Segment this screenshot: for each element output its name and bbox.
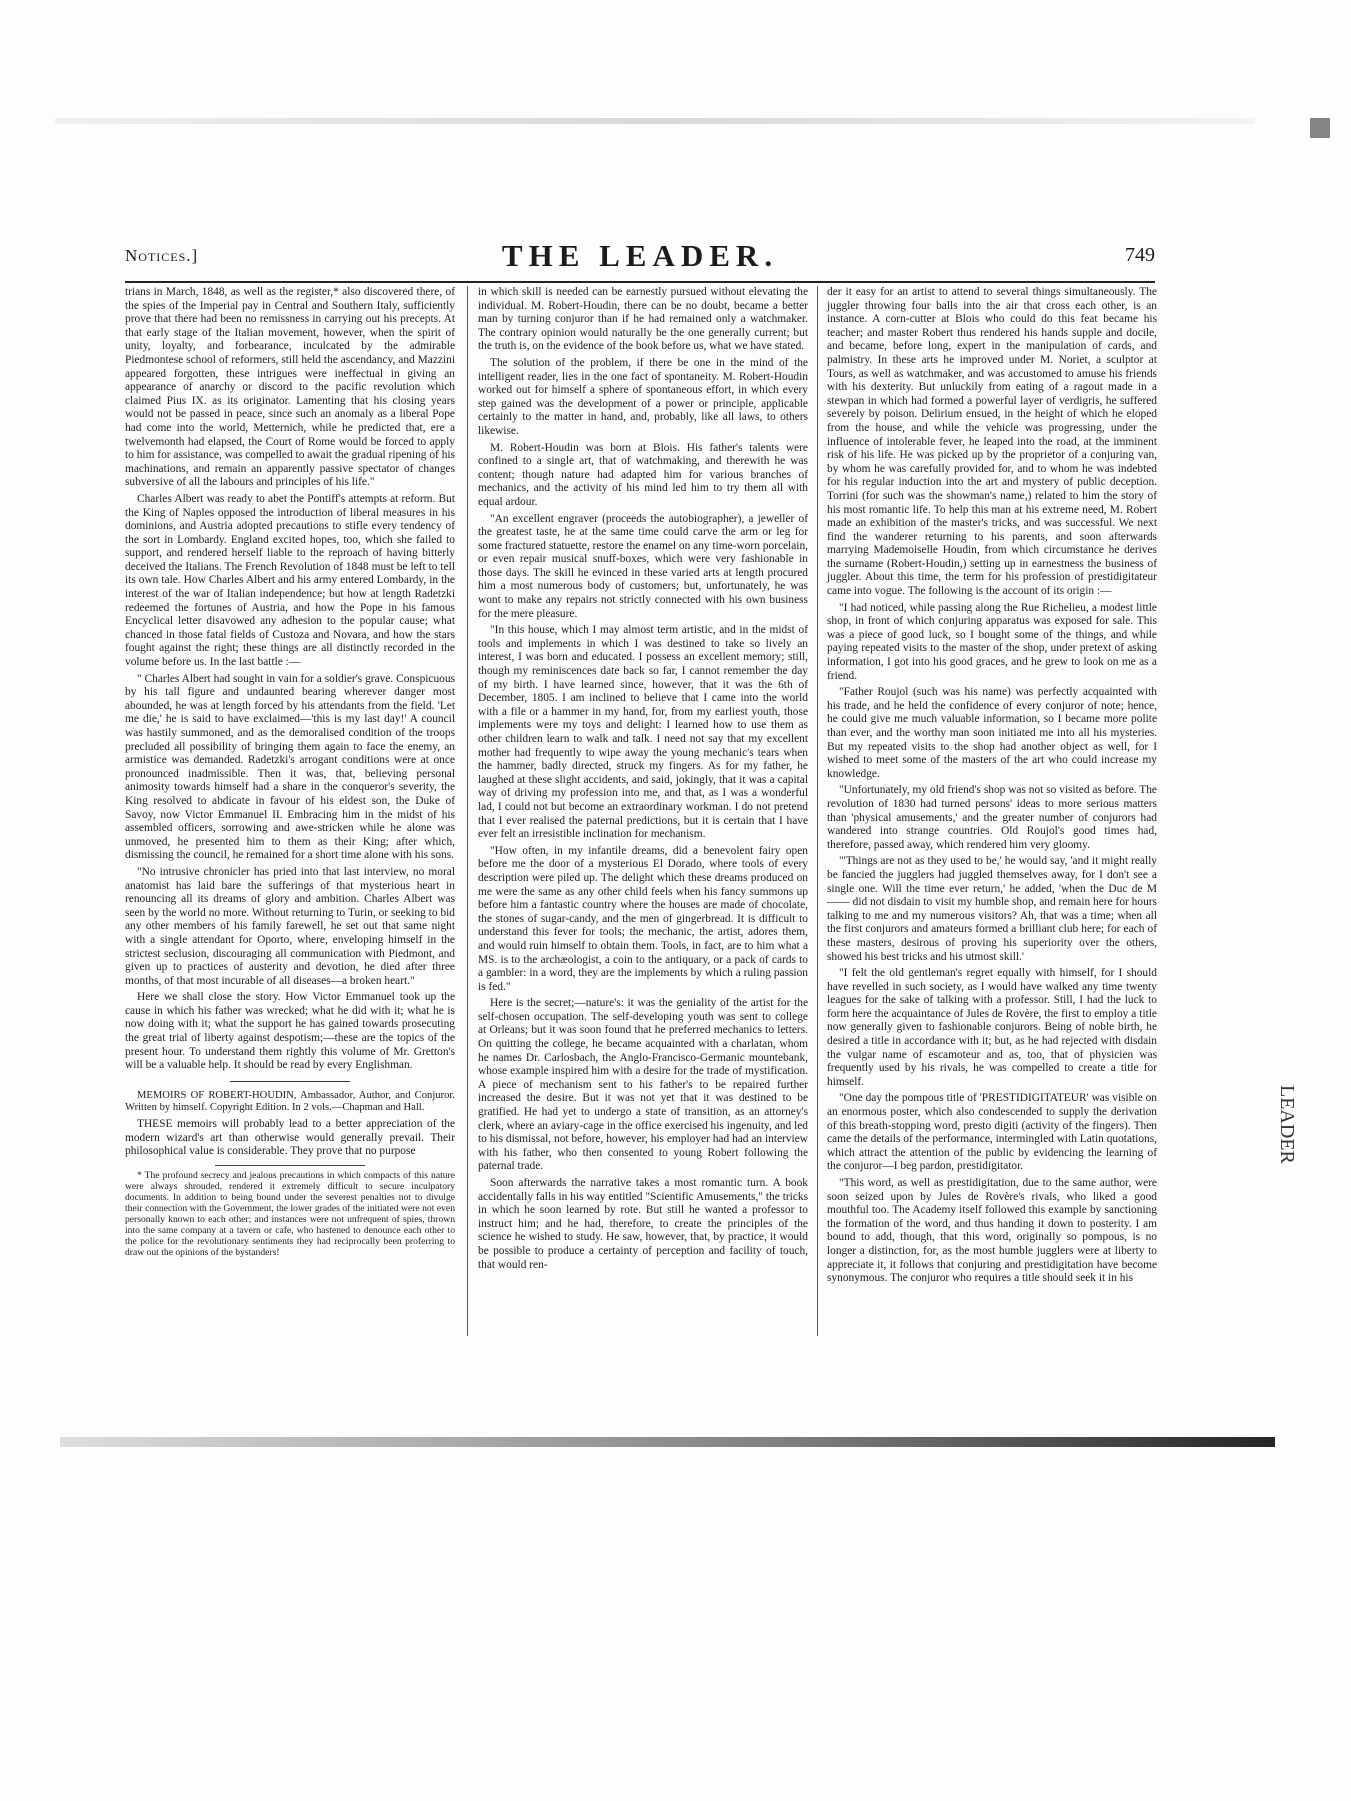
scan-corner-mark — [1310, 118, 1330, 138]
paragraph: Here we shall close the story. How Victor Emmanuel took up the cause in which his father was wrecked; what he did with it; what he is now doing with it; what the support he has gained towards prosecuting the great trial of liberty against despotism;—these are the topics of the present hour. To understand them rightly this volume of Mr. Gretton's will be a valuable help. It should be read by every Englishman. — [125, 991, 455, 1072]
masthead-title: THE LEADER. — [501, 238, 779, 273]
column-1 — [125, 286, 455, 1261]
quote-paragraph: "In this house, which I may almost term artistic, and in the midst of tools and implements in which I was destined to take so lively an interest, I was born and educated. I possess an excellent memory; still, though my reminiscences date back so far, I cannot remember the day of my birth. I have learned since, however, that it was the 6th of December, 1805. I am inclined to believe that I came into the world with a file or a hammer in my hand, for, from my earliest youth, those implements were my toys and delight: I learned how to use them as other children learn to walk and talk. I need not say that my excellent mother had frequently to wipe away the young mechanic's tears when the hammer, badly directed, struck my fingers. As for my father, he laughed at these slight accidents, and said, jokingly, that it was a capital way of driving my profession into me, and that, as I was a wonderful lad, I could not but become an extraordinary workman. I do not pretend that I ever realised the paternal predictions, but it is certain that I have ever felt an irresistible inclination for mechanism. — [478, 624, 808, 841]
quote-paragraph: "No intrusive chronicler has pried into that last interview, no moral anatomist has laid bare the sufferings of that mysterious heart in renouncing all its dreams of glory and ambition. Charles Albert was seen by the world no more. Without returning to Turin, or seeking to bid any other members of his family farewell, he set out that same night with a single attendant for Oporto, where, enveloping himself in the strictest seclusion, discouraging all communication with Piedmont, and given up to practices of austerity and devotion, he died after three months, of that most incurable of all diseases—a broken heart." — [125, 865, 455, 987]
quote-paragraph: "One day the pompous title of 'PRESTIDIGITATEUR' was visible on an enormous poster, which also condescended to supply the derivation of this breath-stopping word, presto digiti (activity of the fingers). Then came the details of the performance, intermingled with Latin quotations, which attract the attention of the public by evidencing the learning of the conjuror—I beg pardon, prestidigitator. — [827, 1092, 1157, 1173]
paragraph: THESE memoirs will probably lead to a better appreciation of the modern wizard's art than otherwise would generally prevail. Their philosophical value is considerable. They prove that no purpose — [125, 1118, 455, 1158]
section-rule — [230, 1081, 350, 1082]
paragraph: The solution of the problem, if there be one in the mind of the intelligent reader, lies in the one fact of spontaneity. M. Robert-Houdin worked out for himself a sphere of spontaneous effort, in which every step gained was the development of a power or principle, applicable certainly to the matter in hand, and, probably, like all laws, to others likewise. — [478, 356, 808, 437]
paragraph: trians in March, 1848, as well as the register,* also discovered there, of the spies of the Imperial pay in Central and Southern Italy, sufficiently prove that there had been no remissness in carrying out his precepts. At that early stage of the Italian movement, however, when the spirit of unity, loyalty, and forbearance, inculcated by the admirable Piedmontese school of reformers, still held the ascendancy, and Mazzini appeared forgotten, these intrigues were ineffectual in giving an appearance of anarchy or discord to the pacific revolution which claimed Pius IX. as its originator. Lamenting that his closing years would not be passed in peace, since such an anomaly as a liberal Pope had come into the world, Metternich, while he predicted that, ere a twelvemonth had elapsed, the Court of Rome would be forced to apply to him for assistance, was compelled to await the gradual ripening of his machinations, and remain an apparently passive spectator of changes subversive of all the labours and principles of his life." — [125, 286, 455, 489]
review-heading: MEMOIRS OF ROBERT-HOUDIN, Ambassador, Author, and Conjuror. Written by himself. Copyright Edition. In 2 vols.—Chapman and Hall. — [125, 1089, 455, 1114]
column-2 — [478, 286, 808, 1275]
column-3 — [827, 286, 1157, 1289]
header-rule — [125, 281, 1155, 283]
quote-paragraph: "'Things are not as they used to be,' he would say, 'and it might really be fancied the jugglers had juggled themselves away, for I don't see a single one. Will the time ever return,' he added, 'when the Duc de M—— did not disdain to visit my humble shop, and remain here for hours talking to me and my numerous visitors? Ah, that was a time; when all the first conjurors and amateurs formed a brilliant club here; for each of these masters, desirous of proving his superiority over the others, showed his best tricks and his utmost skill.' — [827, 855, 1157, 963]
quote-paragraph: "Father Roujol (such was his name) was perfectly acquainted with his trade, and he held the confidence of every conjuror of note; hence, he could give me much valuable information, so I became more polite than ever, and the worthy man soon initiated me into all his mysteries. But my repeated visits to the shop had another object as well, for I wished to meet some of the masters of the art who could increase my knowledge. — [827, 686, 1157, 780]
paragraph: Soon afterwards the narrative takes a most romantic turn. A book accidentally falls in his way entitled "Scientific Amusements," the tricks in which he soon learned by rote. But still he wanted a professor to instruct him; and he had, therefore, to create the principles of the science he wished to study. He saw, however, that, by practice, it would be possible to produce a certainty of perception and facility of touch, that would ren- — [478, 1177, 808, 1271]
column-divider-1 — [467, 286, 468, 1336]
footnote: * The profound secrecy and jealous precautions in which compacts of this nature were always shrouded, rendered it extremely difficult to secure inculpatory documents. In addition to being bound under the severest penalties not to divulge their connection with the Government, the lower grades of the initiated were not even personally known to each other; and instances were not unfrequent of spies, thrown into the same company at a tavern or cafe, who hastened to denounce each other to the police for the revolutionary sentiments they had reciprocally been proferring to draw out the opinions of the bystanders! — [125, 1169, 455, 1258]
quote-paragraph: "Unfortunately, my old friend's shop was not so visited as before. The revolution of 1830 had turned persons' ideas to more serious matters than 'physical amusements,' and the greater number of conjurors had wandered into strange countries. Old Roujol's good times had, therefore, passed away, which rendered him very gloomy. — [827, 784, 1157, 851]
page-number: 749 — [1125, 244, 1155, 266]
paragraph: Charles Albert was ready to abet the Pontiff's attempts at reform. But the King of Naples opposed the introduction of liberal measures in his dominions, and Austria adopted precautions to stifle every tendency of the sort in Lombardy. England excited hopes, too, which she failed to support, and rendered herself liable to the reproach of having bitterly deceived the Italians. The French Revolution of 1848 must be left to tell its own tale. How Charles Albert and his army entered Lombardy, in the interest of the war of Italian independence; but how at length Radetzki redeemed the fortunes of Austria, and how the Pope in his famous Encyclical letter disavowed any adhesion to the popular cause; what chanced in those fatal fields of Custoza and Novara, and how the stars fought against the right; these things are all distinctly recorded in the volume before us. In the last battle :— — [125, 492, 455, 669]
quote-paragraph: " Charles Albert had sought in vain for a soldier's grave. Conspicuous by his tall figure and undaunted bearing wherever danger most abounded, he was at length forced by his attendants from the field. 'Let me die,' he is said to have exclaimed—'this is my last day!' A council was hastily summoned, and as the demoralised condition of the troops precluded all possibility of bringing them again to face the enemy, an armistice was demanded. Radetzki's arrogant conditions were at once pronounced inadmissible. Then it was, that, believing personal animosity towards himself had a share in the conqueror's severity, the King resolved to abdicate in favour of his eldest son, the Duke of Savoy, now Victor Emmanuel II. Embracing him in the midst of his assembled officers, sorrowing and awe-stricken while he alone was unmoved, he presented him to them as their King; after which, dismissing the council, he remained for a short time alone with his sons. — [125, 672, 455, 862]
quote-paragraph: "I had noticed, while passing along the Rue Richelieu, a modest little shop, in front of which conjuring apparatus was exposed for sale. This was a piece of good luck, so I bought some of the things, and while paying repeated visits to the master of the shop, under pretext of asking information, I got into his good graces, and he grew to look on me as a friend. — [827, 601, 1157, 682]
quote-paragraph: "I felt the old gentleman's regret equally with himself, for I should have revelled in such society, as I would have walked any time twenty leagues for the sake of talking with a professor. Still, I had the luck to form here the acquaintance of Jules de Rovère, the first to employ a title now generally given to fashionable conjurors. Being of noble birth, he desired a title in accordance with it; but, as he had rejected with disdain the vulgar name of escamoteur and as, too, that of physicien was frequently used by his rivals, he was compelled to create a title for himself. — [827, 967, 1157, 1088]
quote-paragraph: "An excellent engraver (proceeds the autobiographer), a jeweller of the greatest taste, he at the same time could carve the arm or leg for some fractured statuette, restore the enamel on any time-worn porcelain, or even repair musical snuff-boxes, which were very fashionable in those days. The skill he evinced in these varied arts at length procured him a most numerous body of customers; but, unfortunately, he was wont to make any repairs not strictly connected with his own business for the mere pleasure. — [478, 512, 808, 620]
page-header — [125, 238, 1155, 278]
column-divider-2 — [817, 286, 818, 1336]
paragraph: der it easy for an artist to attend to several things simultaneously. The juggler throwing four balls into the air that cross each other, is an instance. A corn-cutter at Blois who could do this feat became his teacher; and master Robert thus rendered his hands supple and docile, and became, before long, expert in the manipulation of cards, and palmistry. In these arts he improved under M. Noriet, a sculptor at Tours, as well as watchmaker, and was accustomed to amuse his friends with his dexterity. But unluckily from eating of a ragout made in a stewpan in which had formed a powerful layer of verdigris, he suffered severely by poison. Delirium ensued, in the height of which he eloped from the house, and while the vehicle was progressing, under the influence of intolerable fever, he leaped into the road, at the imminent risk of his life. He was picked up by the proprietor of a conjuring van, by whom he was carefully provided for, and to whom he was indebted for his regular induction into the art and mystery of public deception. Torrini (for such was the showman's name,) related to him the story of his most romantic life. To help this man at his extreme need, M. Robert made an exhibition of the master's tricks, and was successful. We next find the wanderer returning to his parents, and soon afterwards marrying Mademoiselle Houdin, from which circumstance he derives the surname (Robert-Houdin,) setting up in earnestness the business of juggler. About this time, the term for his profession of prestidigitateur came into vogue. The following is the account of its origin :— — [827, 286, 1157, 598]
margin-stamp: LEADER — [1276, 1085, 1298, 1164]
footnote-rule — [215, 1165, 365, 1166]
paragraph: Here is the secret;—nature's: it was the geniality of the artist for the self-chosen occupation. The self-developing youth was sent to college at Orleans; but it was soon found that he preferred mechanics to letters. On quitting the college, he became acquainted with a charlatan, whom he names Dr. Carlosbach, the Anglo-Francisco-Germanic mountebank, whose example inspired him with a desire for the trade of mystification. A piece of mechanism sent to his father's to be repaired further increased the desire. But it was not yet that it was destined to be gratified. He had yet to undergo a state of transition, as an attorney's clerk, where an aviary-cage in the office exercised his ingenuity, and led to his dismissal, not before, however, his employer had had an interview with his father, who then consented to young Robert following the paternal trade. — [478, 997, 808, 1173]
quote-paragraph: "This word, as well as prestidigitation, due to the same author, were soon seized upon by Jules de Rovère's rivals, who liked a good mouthful too. The Academy itself followed this example by sanctioning the formation of the word, and thus handing it down to posterity. I am bound to add, though, that this word, originally so pompous, is no longer a distinction, for, as the most humble jugglers were at liberty to appreciate it, it follows that conjuring and prestidigitation have become synonymous. The conjuror who requires a title should seek it in his — [827, 1177, 1157, 1285]
scan-artifact-top — [55, 118, 1255, 124]
scan-artifact-bottom — [60, 1437, 1275, 1447]
section-label: Notices.] — [125, 246, 199, 265]
paragraph: in which skill is needed can be earnestly pursued without elevating the individual. M. Robert-Houdin, there can be no doubt, became a better man by turning conjuror than if he had remained only a watchmaker. The contrary opinion would naturally be the one generally current; but the truth is, on the evidence of the book before us, what we have stated. — [478, 286, 808, 353]
paragraph: M. Robert-Houdin was born at Blois. His father's talents were confined to a single art, that of watchmaking, and therewith he was content; though nature had adapted him for various branches of mechanics, and the activity of his mind led him to try them all with equal ardour. — [478, 441, 808, 508]
quote-paragraph: "How often, in my infantile dreams, did a benevolent fairy open before me the door of a mysterious El Dorado, where tools of every description were piled up. The delight which these dreams produced on me were the same as any other child feels when his fancy summons up before him a fantastic country where the houses are made of chocolate, the stones of sugar-candy, and the men of gingerbread. It is difficult to understand this fever for tools; the mechanic, the artist, adores them, and would ruin himself to obtain them. Tools, in fact, are to him what a MS. is to the archæologist, a coin to the antiquary, or a pack of cards to a gambler: in a word, they are the implements by which a ruling passion is fed." — [478, 844, 808, 993]
